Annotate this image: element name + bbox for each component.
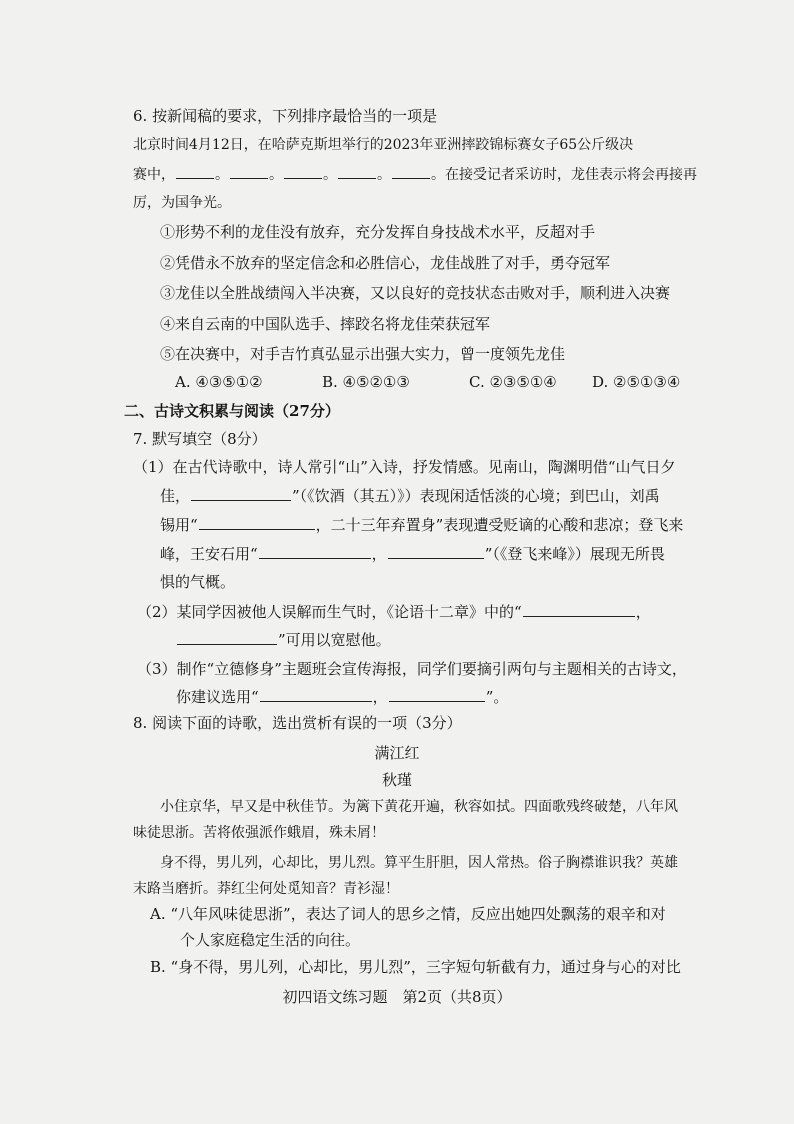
q6-paragraph-line1: 北京时间4月12日，在哈萨克斯坦举行的2023年亚洲摔跤锦标赛女子65公斤级决: [133, 137, 634, 153]
section-2-heading: 二、古诗文积累与阅读（27分）: [124, 402, 340, 420]
q6-item-1: ①形势不利的龙佳没有放弃，充分发挥自身技战术水平，反超对手: [160, 223, 596, 241]
q7-part1-line3: [160, 515, 683, 535]
text: 峰，王安石用“: [160, 545, 258, 563]
blank: [199, 515, 315, 530]
q8-choice-a-line2: 个人家庭稳定生活的向往。: [180, 931, 361, 949]
poem-line-2: 味徒思浙。苦将侬强派作蛾眉，殊未屑！: [133, 825, 385, 841]
q7-title: 7. 默写填空（8分）: [133, 430, 267, 448]
sep: 。: [215, 167, 229, 183]
poem-line-3: 身不得，男儿列，心却比，男儿烈。算平生肝胆，因人常热。俗子胸襟谁识我？英雄: [160, 855, 678, 871]
blank-5: [392, 164, 430, 179]
q8-choice-b-line1: B. “身不得，男儿列，心却比，男儿烈”，三字短句斩截有力，通过身与心的对比: [150, 958, 681, 976]
text: ，: [635, 603, 651, 621]
blank-4: [338, 164, 376, 179]
text: ，: [372, 688, 388, 706]
text: 你建议选用“: [176, 688, 259, 706]
q7-part1-line1: （1）在古代诗歌中，诗人常引“山”入诗，抒发情感。见南山，陶渊明借“山气日夕: [133, 458, 676, 476]
q7-part3-line1: （3）制作“立德修身”主题班会宣传海报，同学们要摘引两句与主题相关的古诗文，: [137, 660, 687, 678]
text: ”可用以宽慰他。: [278, 631, 391, 649]
text: 佳，: [160, 487, 191, 505]
q7-part2-line1: [137, 602, 651, 622]
q7-part3-line2: [176, 687, 508, 707]
poem-line-1: 小住京华，早又是中秋佳节。为篱下黄花开遍，秋容如拭。四面歌残终破楚，八年风: [160, 799, 678, 815]
blank: [191, 486, 291, 501]
q7-part1-line5: 惧的气概。: [160, 573, 236, 591]
q6-item-2: ②凭借永不放弃的坚定信念和必胜信心，龙佳战胜了对手，勇夺冠军: [160, 254, 611, 272]
text: ”（《饮酒（其五）》）表现闲适恬淡的心境；到巴山，刘禹: [292, 487, 660, 505]
q6-option-a: A. ④③⑤①②: [175, 373, 263, 391]
blank: [260, 687, 372, 702]
q8-choice-a-line1: A. “八年风味徒思浙”，表达了词人的思乡之情，反应出她四处飘荡的艰辛和对: [150, 905, 666, 923]
q7-part2-line2: [176, 630, 391, 650]
text: ”（《登飞来峰》）展现无所畏: [484, 545, 665, 563]
q6-item-4: ④来自云南的中国队选手、摔跤名将龙佳荣获冠军: [160, 315, 491, 333]
q6-title: 6. 按新闻稿的要求，下列排序最恰当的一项是: [133, 107, 438, 125]
q6-option-b: B. ④⑤②①③: [322, 373, 410, 391]
blank: [389, 687, 485, 702]
blank: [177, 630, 277, 645]
sep: 。: [269, 167, 283, 183]
blank-3: [284, 164, 322, 179]
poem-line-4: 末路当磨折。莽红尘何处觅知音？青衫湿！: [133, 881, 399, 897]
blank: [523, 602, 635, 617]
text: 赛中，: [133, 167, 175, 183]
q7-part1-line4: [160, 544, 665, 564]
blank: [388, 544, 484, 559]
blank-2: [230, 164, 268, 179]
poem-author: 秋瑾: [381, 771, 412, 789]
text: ，: [371, 545, 387, 563]
q6-option-d: D. ②⑤①③④: [592, 373, 681, 391]
q6-paragraph-line2: [133, 164, 697, 185]
q6-paragraph-line3: 厉，为国争光。: [133, 195, 231, 211]
poem-title: 满江红: [374, 744, 420, 762]
text: ”。: [485, 688, 509, 706]
text: ，二十三年弃置身”表现遭受贬谪的心酸和悲凉；登飞来: [315, 516, 684, 534]
sep: 。: [377, 167, 391, 183]
text: 锡用“: [160, 516, 198, 534]
q6-item-3: ③龙佳以全胜战绩闯入半决赛，又以良好的竞技状态击败对手，顺利进入决赛: [160, 284, 671, 302]
blank-1: [176, 164, 214, 179]
page-footer: 初四语文练习题 第2页（共8页）: [282, 988, 512, 1006]
sep: 。: [323, 167, 337, 183]
text: 。在接受记者采访时，龙佳表示将会再接再: [431, 167, 697, 183]
blank: [259, 544, 371, 559]
text: （2）某同学因被他人误解而生气时，《论语十二章》中的“: [137, 603, 522, 621]
q8-title: 8. 阅读下面的诗歌，选出赏析有误的一项（3分）: [133, 714, 462, 732]
q6-option-c: C. ②③⑤①④: [469, 373, 557, 391]
q6-item-5: ⑤在决赛中，对手吉竹真弘显示出强大实力，曾一度领先龙佳: [160, 345, 566, 363]
q7-part1-line2: [160, 486, 660, 506]
